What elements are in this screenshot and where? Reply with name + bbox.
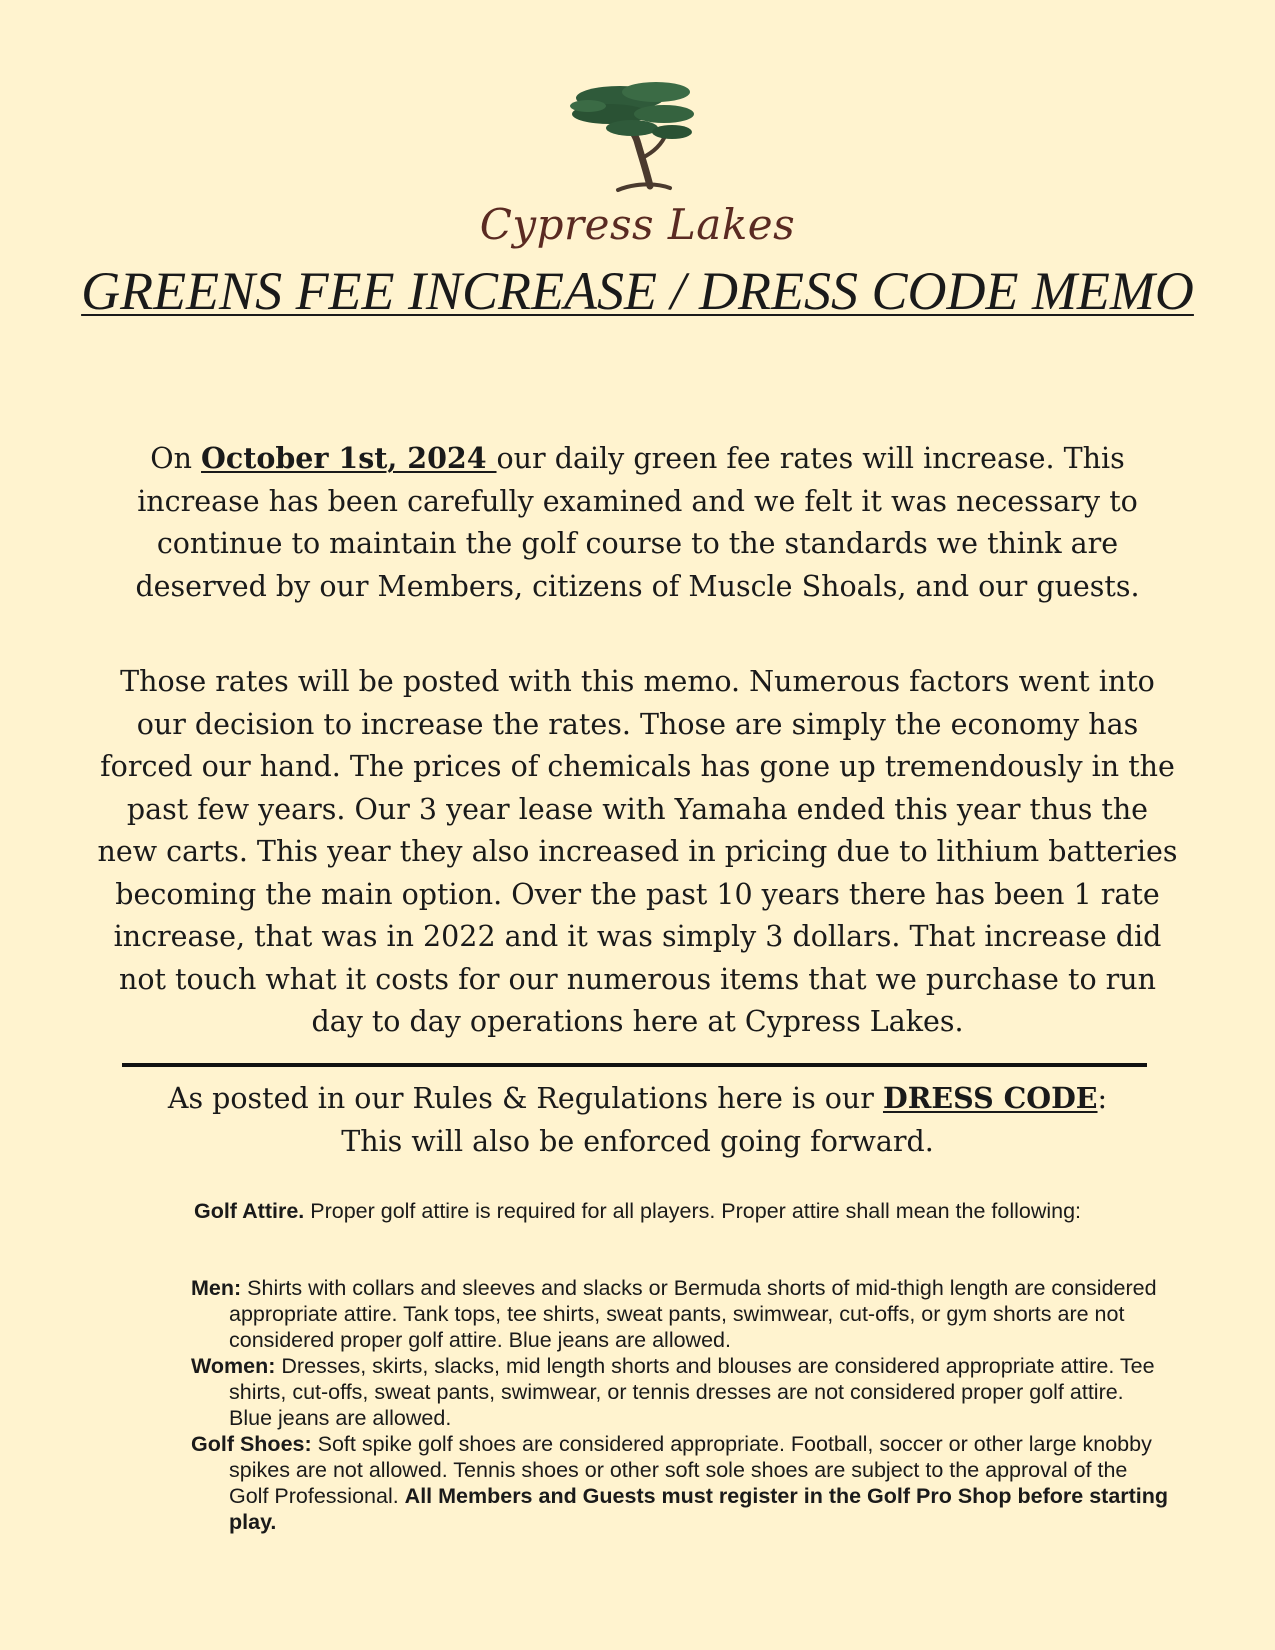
- cypress-tree-icon: [558, 78, 718, 198]
- golf-attire-intro: Golf Attire. Proper golf attire is required for all players. Proper attire shall mean the following:: [193, 1199, 1082, 1223]
- fee-reasons-paragraph: Those rates will be posted with this memo. Numerous factors went into our decision to increase the rates. Those are simply the economy has forced our hand. The prices of chemicals has gone up tremendously in the past few years. Our 3 year lease with Yamaha ended this year thus the new carts. This year they also increased in pricing due to lithium batteries becoming the main option. Over the past 10 years there has been 1 rate increase, that was in 2022 and it was simply 3 dollars. That increase did not touch what it costs for our numerous items that we purchase to run day to day operations here at Cypress Lakes.: [97, 665, 1178, 1038]
- memo-title: GREENS FEE INCREASE / DRESS CODE MEMO: [81, 261, 1194, 321]
- effective-date: October 1st, 2024: [201, 441, 497, 475]
- dress-code-intro: As posted in our Rules & Regulations here is our DRESS CODE: This will also be enforced going forward.: [167, 1081, 1108, 1158]
- club-logo: [0, 78, 1275, 249]
- registration-notice: All Members and Guests must register in the Golf Pro Shop before starting play.: [229, 1484, 1169, 1534]
- dress-code-heading: DRESS CODE: [882, 1081, 1098, 1115]
- fee-increase-paragraph: On October 1st, 2024 our daily green fee rates will increase. This increase has been carefully examined and we felt it was necessary to continue to maintain the golf course to the standards we think are deserved by our Members, citizens of Muscle Shoals, and our guests.: [135, 441, 1140, 603]
- golf-shoes-rule: Golf Shoes: Soft spike golf shoes are considered appropriate. Football, soccer or other large knobby spikes are not allowed. Tennis shoes or other soft sole shoes are subject to the approval of the Golf Professional. All Members and Guests must register in the Golf Pro Shop before starting play.: [191, 1432, 1169, 1534]
- men-rule: Men: Shirts with collars and sleeves and slacks or Bermuda shorts of mid-thigh length are considered appropriate attire. Tank tops, tee shirts, sweat pants, swimwear, cut-offs, or gym shorts are not considered proper golf attire. Blue jeans are allowed.: [191, 1276, 1157, 1352]
- women-rule: Women: Dresses, skirts, slacks, mid length shorts and blouses are considered appropriate attire. Tee shirts, cut-offs, sweat pants, swimwear, or tennis dresses are not considered proper golf attire. Blue jeans are allowed.: [191, 1354, 1155, 1430]
- section-divider: [122, 1063, 1147, 1067]
- dress-code-rules: [191, 1275, 1171, 1535]
- club-name: Cypress Lakes: [479, 200, 796, 249]
